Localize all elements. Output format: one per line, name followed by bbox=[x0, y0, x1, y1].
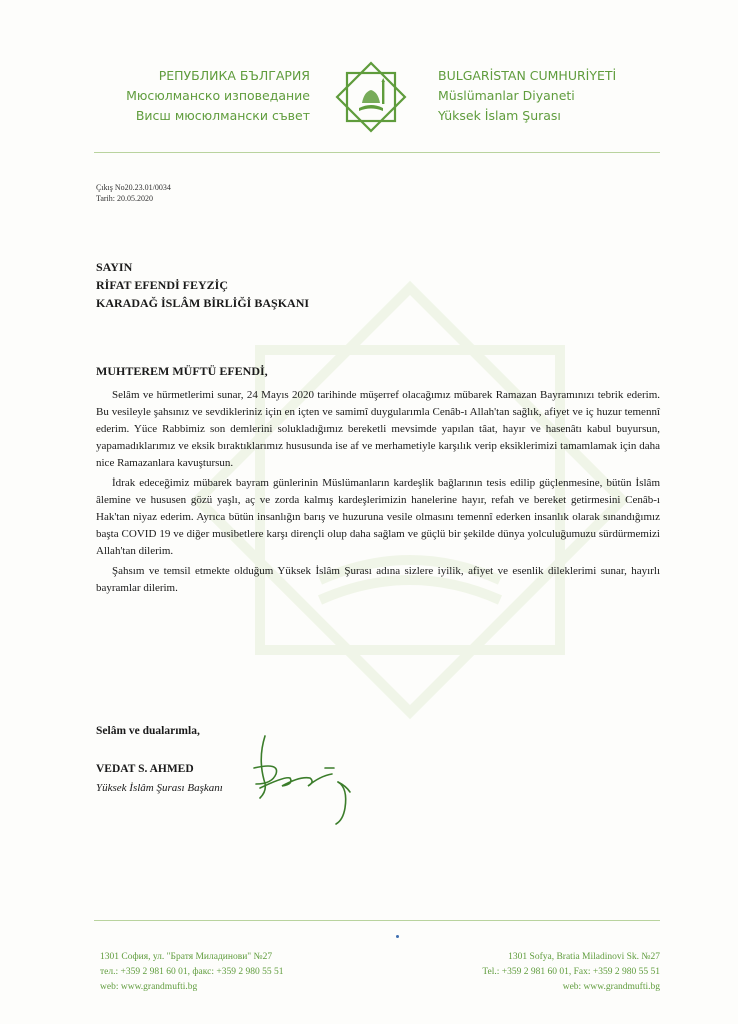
addressee-line-3: KARADAĞ İSLÂM BİRLİĞİ BAŞKANI bbox=[96, 296, 310, 310]
footer-turkish bbox=[420, 950, 660, 995]
paragraph-3: Şahsım ve temsil etmekte olduğum Yüksek İslâm Şurası adına sizlere iyilik, afiyet ve esenlik dileklerimi sunar, hayırlı bayramlar dilerim. bbox=[96, 565, 660, 594]
footer-right-phone: Tel.: +359 2 981 60 01, Fax: +359 2 980 55 51 bbox=[482, 967, 660, 977]
letter-body bbox=[96, 387, 660, 600]
footer-bulgarian bbox=[100, 950, 283, 995]
footer-right-web: web: www.grandmufti.bg bbox=[562, 982, 660, 992]
header-bulgarian bbox=[110, 66, 310, 126]
footer-right-address: 1301 Sofya, Bratia Miladinovi Sk. №27 bbox=[508, 952, 660, 962]
footer-dot bbox=[396, 935, 399, 938]
signer-name: VEDAT S. AHMED bbox=[96, 763, 194, 775]
header-right-line-2: Müslümanlar Diyaneti bbox=[438, 88, 575, 103]
reference-number: Çıkış No20.23.01/0034 bbox=[96, 183, 171, 192]
paragraph-1: Selâm ve hürmetlerimi sunar, 24 Mayıs 2020 tarihinde müşerref olacağımız mübarek Ramazan Bayramınızı tebrik ederim. Bu vesileyle şahsınız ve sevdikleriniz için en içten ve samimî duygularımla Cenâb-ı Allah'tan sağlık, afiyet ve iç huzur temennî ederim. Yüce Rabbimiz son demlerini solukladığımız bereketli mevsimde yapılan tâat, hayır ve hasenâtı kabul buyursun, yapamadıklarımız ve eksik bıraktıklarımız hususunda ise af ve merhametiyle karşılık verip eksiklerimizi tamamlamak için daha nice Ramazanlara kavuştursun. bbox=[96, 389, 660, 469]
closing-line: Selâm ve dualarımla, bbox=[96, 725, 200, 737]
addressee-block bbox=[96, 258, 309, 312]
header-right-line-3: Yüksek İslam Şurası bbox=[438, 108, 561, 123]
addressee-line-2: RİFAT EFENDİ FEYZİÇ bbox=[96, 278, 229, 292]
reference-date: Tarih: 20.05.2020 bbox=[96, 194, 153, 203]
header-left-line-2: Мюсюлманско изповедание bbox=[126, 88, 310, 103]
header-left-line-3: Висш мюсюлмански съвет bbox=[135, 108, 310, 123]
header-turkish bbox=[438, 66, 658, 126]
signer-title: Yüksek İslâm Şurası Başkanı bbox=[96, 782, 223, 794]
footer-divider bbox=[94, 920, 660, 921]
salutation: MUHTEREM MÜFTÜ EFENDİ, bbox=[96, 364, 268, 378]
footer-left-phone: тел.: +359 2 981 60 01, факс: +359 2 980 55 51 bbox=[100, 967, 284, 977]
header-divider bbox=[94, 152, 660, 153]
header-left-line-1: РЕПУБЛИКА БЪЛГАРИЯ bbox=[158, 68, 310, 83]
footer-left-web: web: www.grandmufti.bg bbox=[100, 982, 198, 992]
paragraph-2: İdrak edeceğimiz mübarek bayram günlerinin Müslümanların kardeşlik bağlarının tesis edilip güçlenmesine, bütün İslâm âlemine ve hususen gözü yaşlı, aç ve zorda kalmış kardeşlerimizin hanelerine hayır, refah ve bereket getirmesini Cenâb-ı Hak'tan niyaz ederim. Ayrıca bütün insanlığın barış ve huzuruna vesile olmasını temennî ederken insanlık olarak sınandığımız başta COVID 19 ve diğer musibetlere karşı dirençli olup daha sağlam ve güçlü bir şekilde dünya yolculuğumuzu sürdürmemizi Allah'tan dilerim. bbox=[96, 477, 660, 557]
mufti-logo-icon bbox=[330, 56, 412, 138]
handwritten-signature-icon bbox=[220, 728, 370, 828]
addressee-line-1: SAYIN bbox=[96, 260, 133, 274]
reference-block bbox=[96, 182, 171, 204]
header-right-line-1: BULGARİSTAN CUMHURİYETİ bbox=[438, 68, 617, 83]
footer-left-address: 1301 София, ул. "Братя Миладинови" №27 bbox=[100, 952, 273, 962]
